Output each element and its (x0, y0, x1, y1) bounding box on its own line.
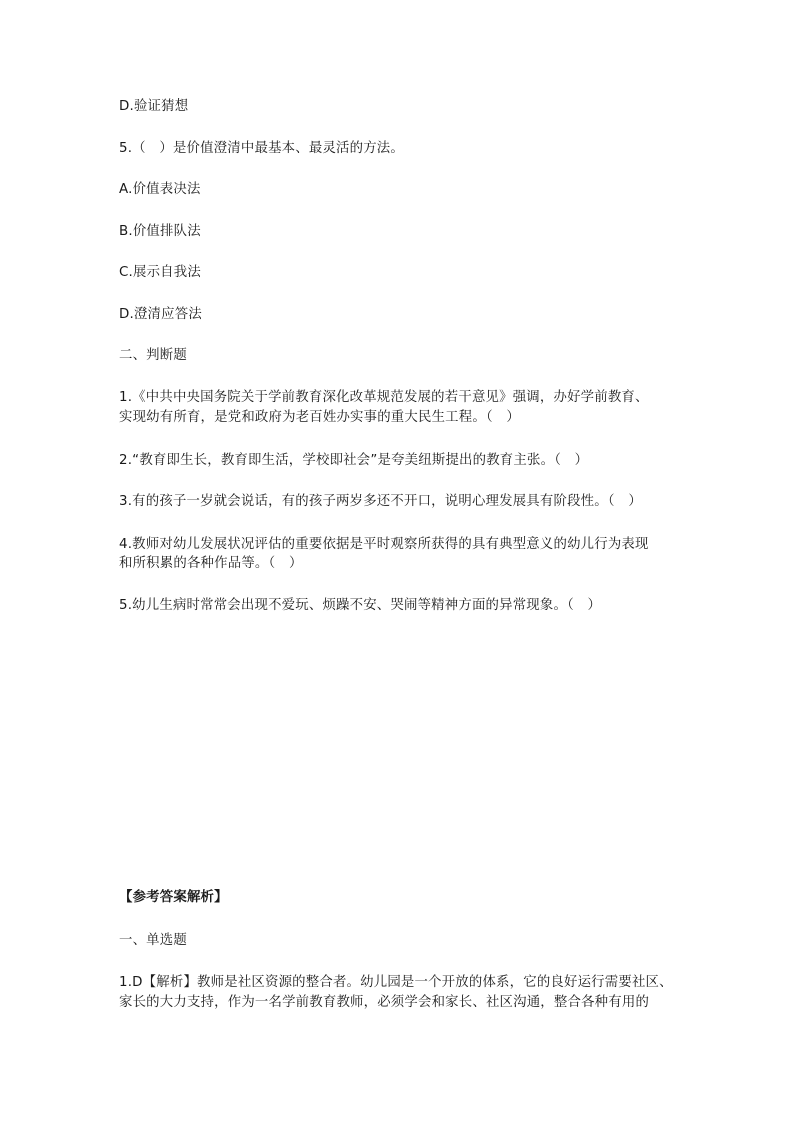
answers-section-heading: 一、单选题 (119, 933, 187, 948)
judgement-item-4-line-1: 4.教师对幼儿发展状况评估的重要依据是平时观察所获得的具有典型意义的幼儿行为表现 (119, 537, 649, 552)
q5-option-c: C.展示自我法 (119, 265, 201, 280)
judgement-item-2: 2.“教育即生长，教育即生活，学校即社会”是夸美纽斯提出的教育主张。（ ） (119, 453, 589, 468)
judgement-heading: 二、判断题 (119, 348, 187, 363)
answer-1-line-2: 家长的大力支持，作为一名学前教育教师，必须学会和家长、社区沟通，整合各种有用的 (119, 995, 650, 1010)
answers-heading: 【参考答案解析】 (119, 890, 228, 905)
q5-option-d: D.澄清应答法 (119, 307, 202, 322)
answer-1-line-1: 1.D【解析】教师是社区资源的整合者。幼儿园是一个开放的体系，它的良好运行需要社区、 (119, 975, 673, 990)
judgement-item-5: 5.幼儿生病时常常会出现不爱玩、烦躁不安、哭闹等精神方面的异常现象。（ ） (119, 598, 602, 613)
q5-stem: 5.（ ）是价值澄清中最基本、最灵活的方法。 (119, 141, 404, 156)
judgement-item-1-line-2: 实现幼有所育，是党和政府为老百姓办实事的重大民生工程。（ ） (119, 410, 521, 425)
q5-option-a: A.价值表决法 (119, 182, 201, 197)
q4-option-d: D.验证猜想 (119, 99, 189, 114)
judgement-item-3: 3.有的孩子一岁就会说话，有的孩子两岁多还不开口，说明心理发展具有阶段性。（ ） (119, 494, 642, 509)
judgement-item-4-line-2: 和所积累的各种作品等。（ ） (119, 556, 303, 571)
judgement-item-1-line-1: 1.《中共中央国务院关于学前教育深化改革规范发展的若干意见》强调，办好学前教育、 (119, 390, 649, 405)
q5-option-b: B.价值排队法 (119, 224, 201, 239)
